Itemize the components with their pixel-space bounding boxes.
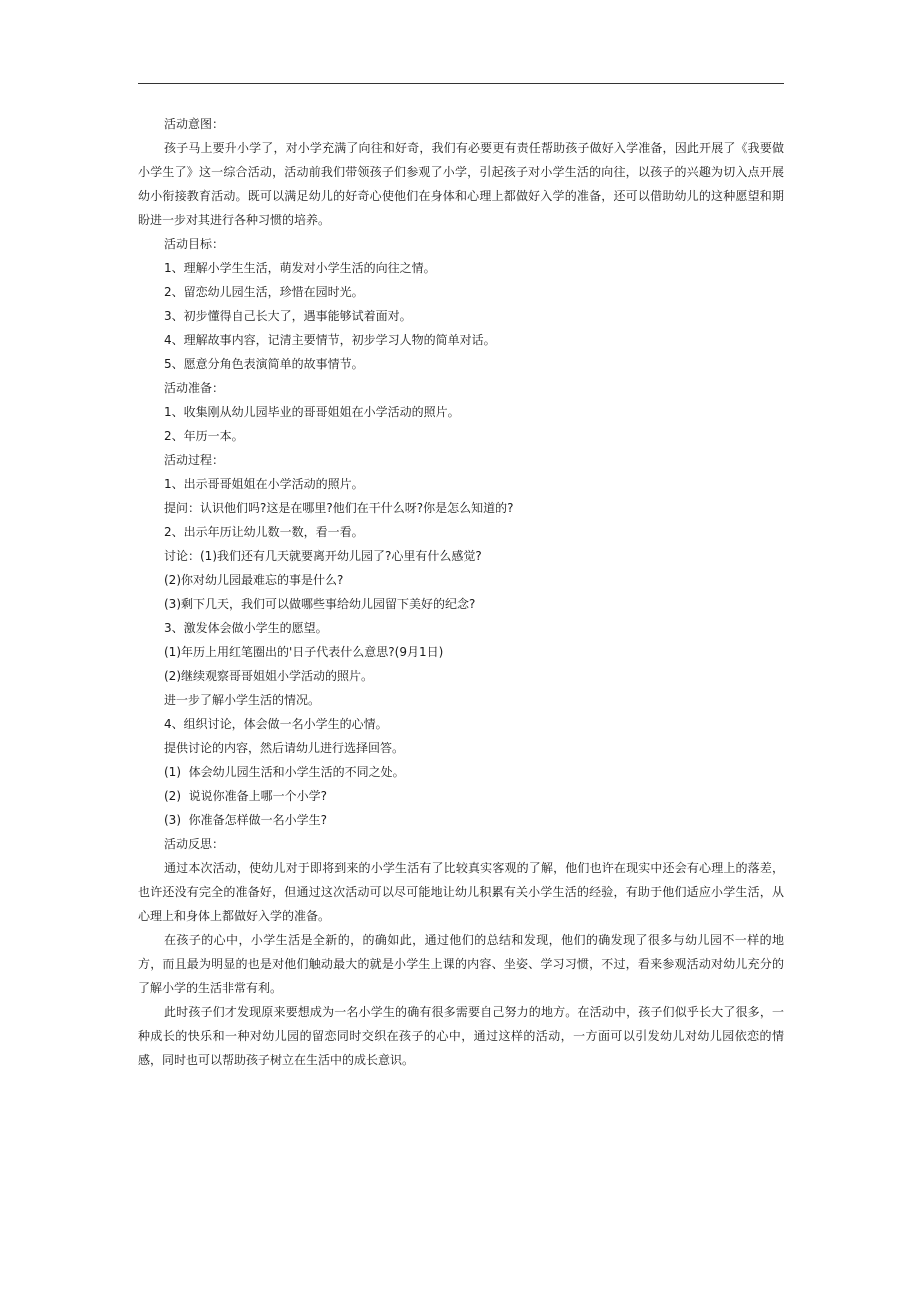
reflection-paragraph: 在孩子的心中，小学生活是全新的，的确如此，通过他们的总结和发现，他们的确发现了很多与幼儿园不一样的地方，而且最为明显的也是对他们触动最大的就是小学生上课的内容、坐姿、学习习惯，不过，看来参观活动对幼儿充分的了解小学的生活非常有利。 <box>138 933 784 995</box>
reflection-paragraph: 此时孩子们才发现原来要想成为一名小学生的确有很多需要自己努力的地方。在活动中，孩子们似乎长大了很多，一种成长的快乐和一种对幼儿园的留恋同时交织在孩子的心中，通过这样的活动，一方面可以引发幼儿对幼儿园依恋的情感，同时也可以帮助孩子树立在生活中的成长意识。 <box>138 1005 784 1067</box>
preparation-item: 1、收集刚从幼儿园毕业的哥哥姐姐在小学活动的照片。 <box>164 405 460 419</box>
process-item: 4、组织讨论，体会做一名小学生的心情。 <box>164 717 388 731</box>
process-item: 提问：认识他们吗?这是在哪里?他们在干什么呀?你是怎么知道的? <box>164 501 514 515</box>
goal-item: 1、理解小学生生活，萌发对小学生活的向往之情。 <box>164 261 436 275</box>
process-heading: 活动过程： <box>164 453 225 467</box>
process-item: (2)你对幼儿园最难忘的事是什么? <box>164 573 344 587</box>
goal-item: 5、愿意分角色表演简单的故事情节。 <box>164 357 364 371</box>
goal-item: 4、理解故事内容，记清主要情节，初步学习人物的简单对话。 <box>164 333 496 347</box>
preparation-item: 2、年历一本。 <box>164 429 244 443</box>
goal-item: 3、初步懂得自己长大了，遇事能够试着面对。 <box>164 309 412 323</box>
process-item: 1、出示哥哥姐姐在小学活动的照片。 <box>164 477 364 491</box>
goal-item: 2、留恋幼儿园生活，珍惜在园时光。 <box>164 285 364 299</box>
process-item: (1) 体会幼儿园生活和小学生活的不同之处。 <box>164 765 405 779</box>
process-item: (2) 说说你准备上哪一个小学? <box>164 789 327 803</box>
document-body <box>138 112 784 1072</box>
process-item: (2)继续观察哥哥姐姐小学活动的照片。 <box>164 669 373 683</box>
preparation-heading: 活动准备： <box>164 381 225 395</box>
process-item: (3)剩下几天，我们可以做哪些事给幼儿园留下美好的纪念? <box>164 597 476 611</box>
goals-heading: 活动目标： <box>164 237 225 251</box>
process-item: (3) 你准备怎样做一名小学生? <box>164 813 327 827</box>
process-item: 讨论：(1)我们还有几天就要离开幼儿园了?心里有什么感觉? <box>164 549 482 563</box>
intent-heading: 活动意图： <box>164 117 225 131</box>
process-item: 3、激发体会做小学生的愿望。 <box>164 621 328 635</box>
process-item: 2、出示年历让幼儿数一数，看一看。 <box>164 525 364 539</box>
process-item: 进一步了解小学生活的情况。 <box>164 693 321 707</box>
process-item: (1)年历上用红笔圈出的'日子代表什么意思?(9月1日) <box>164 645 444 659</box>
header-rule <box>138 83 784 84</box>
reflection-paragraph: 通过本次活动，使幼儿对于即将到来的小学生活有了比较真实客观的了解，他们也许在现实中还会有心理上的落差，也许还没有完全的准备好，但通过这次活动可以尽可能地让幼儿积累有关小学生活的经验，有助于他们适应小学生活，从心理上和身体上都做好入学的准备。 <box>138 861 784 923</box>
process-item: 提供讨论的内容，然后请幼儿进行选择回答。 <box>164 741 405 755</box>
reflection-heading: 活动反思： <box>164 837 225 851</box>
intent-paragraph: 孩子马上要升小学了，对小学充满了向往和好奇，我们有必要更有责任帮助孩子做好入学准备，因此开展了《我要做小学生了》这一综合活动，活动前我们带领孩子们参观了小学，引起孩子对小学生活的向往，以孩子的兴趣为切入点开展幼小衔接教育活动。既可以满足幼儿的好奇心使他们在身体和心理上都做好入学的准备，还可以借助幼儿的这种愿望和期盼进一步对其进行各种习惯的培养。 <box>138 141 784 227</box>
